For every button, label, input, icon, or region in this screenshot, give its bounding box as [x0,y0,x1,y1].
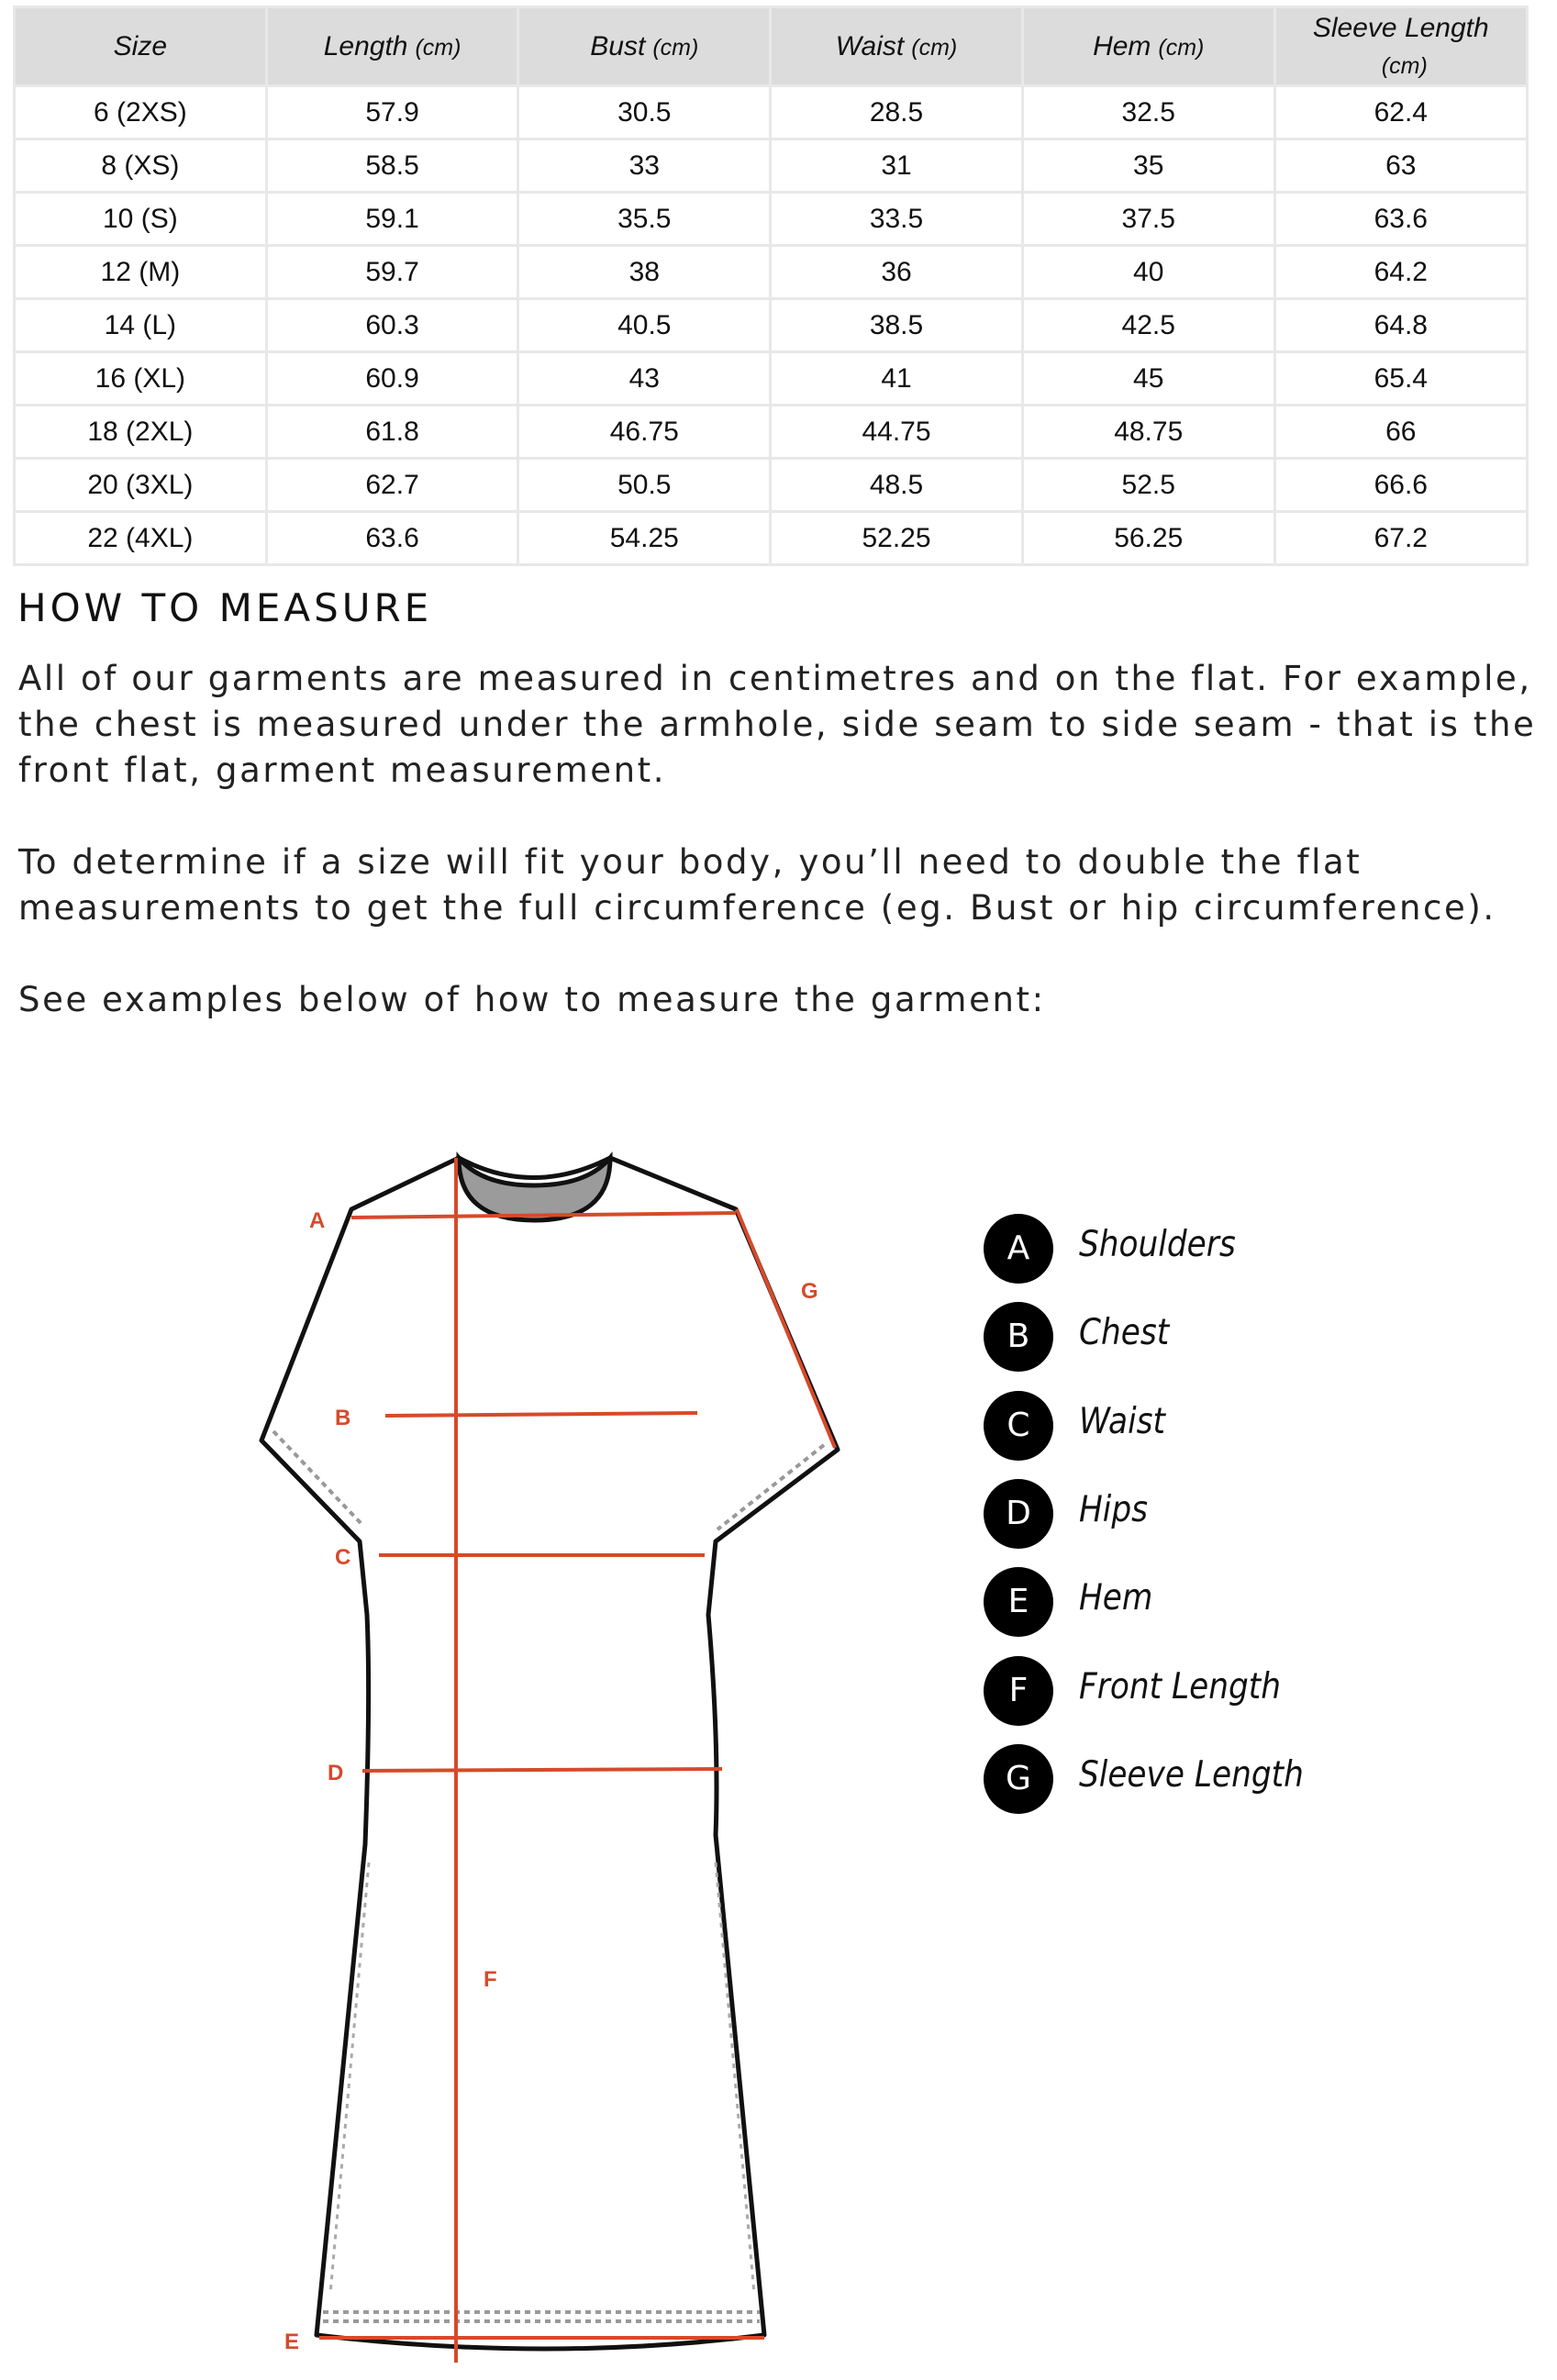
table-row [15,406,1528,459]
measurement-cell: 31 [771,139,1023,193]
legend-label: Waist [1079,1400,1165,1442]
measurement-cell: 66 [1274,406,1527,459]
legend-label: Hips [1079,1488,1149,1530]
marker-a: A [309,1208,326,1233]
table-row [15,512,1528,565]
column-header-size [15,7,267,86]
size-cell: 20 (3XL) [15,459,267,512]
legend-letter-badge: C [984,1391,1053,1461]
legend-label: Front Length [1079,1665,1281,1707]
measurement-cell: 59.1 [266,193,518,246]
column-header-unit: (cm) [652,34,699,61]
measurement-cell: 67.2 [1274,512,1527,565]
column-header-unit: (cm) [911,34,958,61]
measurement-cell: 36 [771,246,1023,299]
table-row [15,352,1528,406]
legend-letter-badge: D [984,1479,1053,1549]
measurement-cell: 50.5 [518,459,771,512]
table-row [15,193,1528,246]
measurement-cell: 48.75 [1022,406,1274,459]
table-row [15,86,1528,139]
column-header-unit: (cm) [1158,34,1205,61]
legend-item-hem [984,1567,1442,1639]
size-chart-table [13,6,1529,566]
column-header-waist [771,7,1023,86]
examples-paragraph: See examples below of how to measure the garment: [18,980,1046,1019]
dress-outline [261,1158,838,2349]
measurement-cell: 40.5 [518,299,771,352]
measurement-cell: 37.5 [1022,193,1274,246]
measurement-cell: 33 [518,139,771,193]
measurement-cell: 60.3 [266,299,518,352]
measurement-cell: 56.25 [1022,512,1274,565]
measurement-cell: 45 [1022,352,1274,406]
marker-g: G [801,1279,818,1304]
legend-letter-badge: A [984,1214,1053,1284]
column-header-label: Sleeve Length [1312,13,1489,43]
measurement-cell: 63 [1274,139,1527,193]
marker-b: B [335,1406,351,1430]
size-cell: 10 (S) [15,193,267,246]
measurement-cell: 38 [518,246,771,299]
legend-label: Hem [1079,1577,1153,1619]
measurement-cell: 35 [1022,139,1274,193]
measure-line-hips [362,1769,722,1771]
legend-item-shoulders [984,1214,1442,1285]
size-cell: 6 (2XS) [15,86,267,139]
measurement-cell: 46.75 [518,406,771,459]
measurement-cell: 28.5 [771,86,1023,139]
measurement-cell: 59.7 [266,246,518,299]
legend-label: Sleeve Length [1079,1753,1304,1796]
column-header-label: Size [113,30,168,61]
garment-diagram [239,1129,862,2376]
measurement-cell: 35.5 [518,193,771,246]
column-header-unit: (cm) [1381,53,1428,79]
measurement-cell: 63.6 [266,512,518,565]
measurement-cell: 32.5 [1022,86,1274,139]
size-cell: 16 (XL) [15,352,267,406]
legend-item-chest [984,1302,1442,1374]
column-header-bust [518,7,771,86]
measurement-cell: 43 [518,352,771,406]
column-header-label: Hem [1093,30,1151,61]
legend-letter-badge: E [984,1567,1053,1637]
measurement-cell: 66.6 [1274,459,1527,512]
measurement-cell: 42.5 [1022,299,1274,352]
column-header-sleeve-length [1274,7,1527,86]
size-cell: 12 (M) [15,246,267,299]
measurement-cell: 48.5 [771,459,1023,512]
marker-f: F [484,1967,497,1992]
legend-item-waist [984,1391,1442,1462]
measurement-cell: 65.4 [1274,352,1527,406]
measurement-cell: 52.5 [1022,459,1274,512]
measurement-cell: 62.7 [266,459,518,512]
marker-e: E [284,2330,300,2354]
size-table-body [15,86,1528,565]
circumference-paragraph: To determine if a size will fit your body, you’ll need to double the flat measurements to get the full circumference (eg. Bust or hip circumference). [18,842,1496,928]
table-header-row [15,7,1528,86]
measurement-cell: 58.5 [266,139,518,193]
measurement-cell: 61.8 [266,406,518,459]
measurement-cell: 33.5 [771,193,1023,246]
size-cell: 22 (4XL) [15,512,267,565]
column-header-label: Waist [835,30,905,61]
measurement-cell: 52.25 [771,512,1023,565]
column-header-label: Length [323,30,408,61]
legend-letter-badge: G [984,1744,1053,1814]
size-cell: 8 (XS) [15,139,267,193]
column-header-length [266,7,518,86]
measurement-cell: 54.25 [518,512,771,565]
legend-letter-badge: F [984,1656,1053,1726]
column-header-unit: (cm) [415,34,462,61]
size-cell: 18 (2XL) [15,406,267,459]
measurement-cell: 30.5 [518,86,771,139]
legend-item-sleeve-length [984,1744,1442,1816]
table-row [15,246,1528,299]
column-header-hem [1022,7,1274,86]
measurement-cell: 62.4 [1274,86,1527,139]
table-row [15,139,1528,193]
measurement-cell: 60.9 [266,352,518,406]
how-to-measure-heading: HOW TO MEASURE [17,585,433,630]
measurement-cell: 44.75 [771,406,1023,459]
table-row [15,459,1528,512]
legend-label: Shoulders [1079,1224,1236,1265]
measurement-cell: 41 [771,352,1023,406]
legend-label: Chest [1079,1312,1170,1354]
marker-d: D [328,1761,344,1785]
measurement-cell: 63.6 [1274,193,1527,246]
size-cell: 14 (L) [15,299,267,352]
table-row [15,299,1528,352]
measurement-cell: 40 [1022,246,1274,299]
measurement-cell: 64.2 [1274,246,1527,299]
legend-letter-badge: B [984,1302,1053,1372]
legend-item-hips [984,1479,1442,1551]
measure-intro-paragraph: All of our garments are measured in centimetres and on the flat. For example, the chest is measured under the armhole, side seam to side seam - that is the front flat, garment measurement. [18,659,1537,790]
marker-c: C [335,1545,351,1570]
measurement-cell: 57.9 [266,86,518,139]
measurement-cell: 38.5 [771,299,1023,352]
measurement-cell: 64.8 [1274,299,1527,352]
column-header-label: Bust [590,30,646,61]
legend-item-front-length [984,1656,1442,1728]
